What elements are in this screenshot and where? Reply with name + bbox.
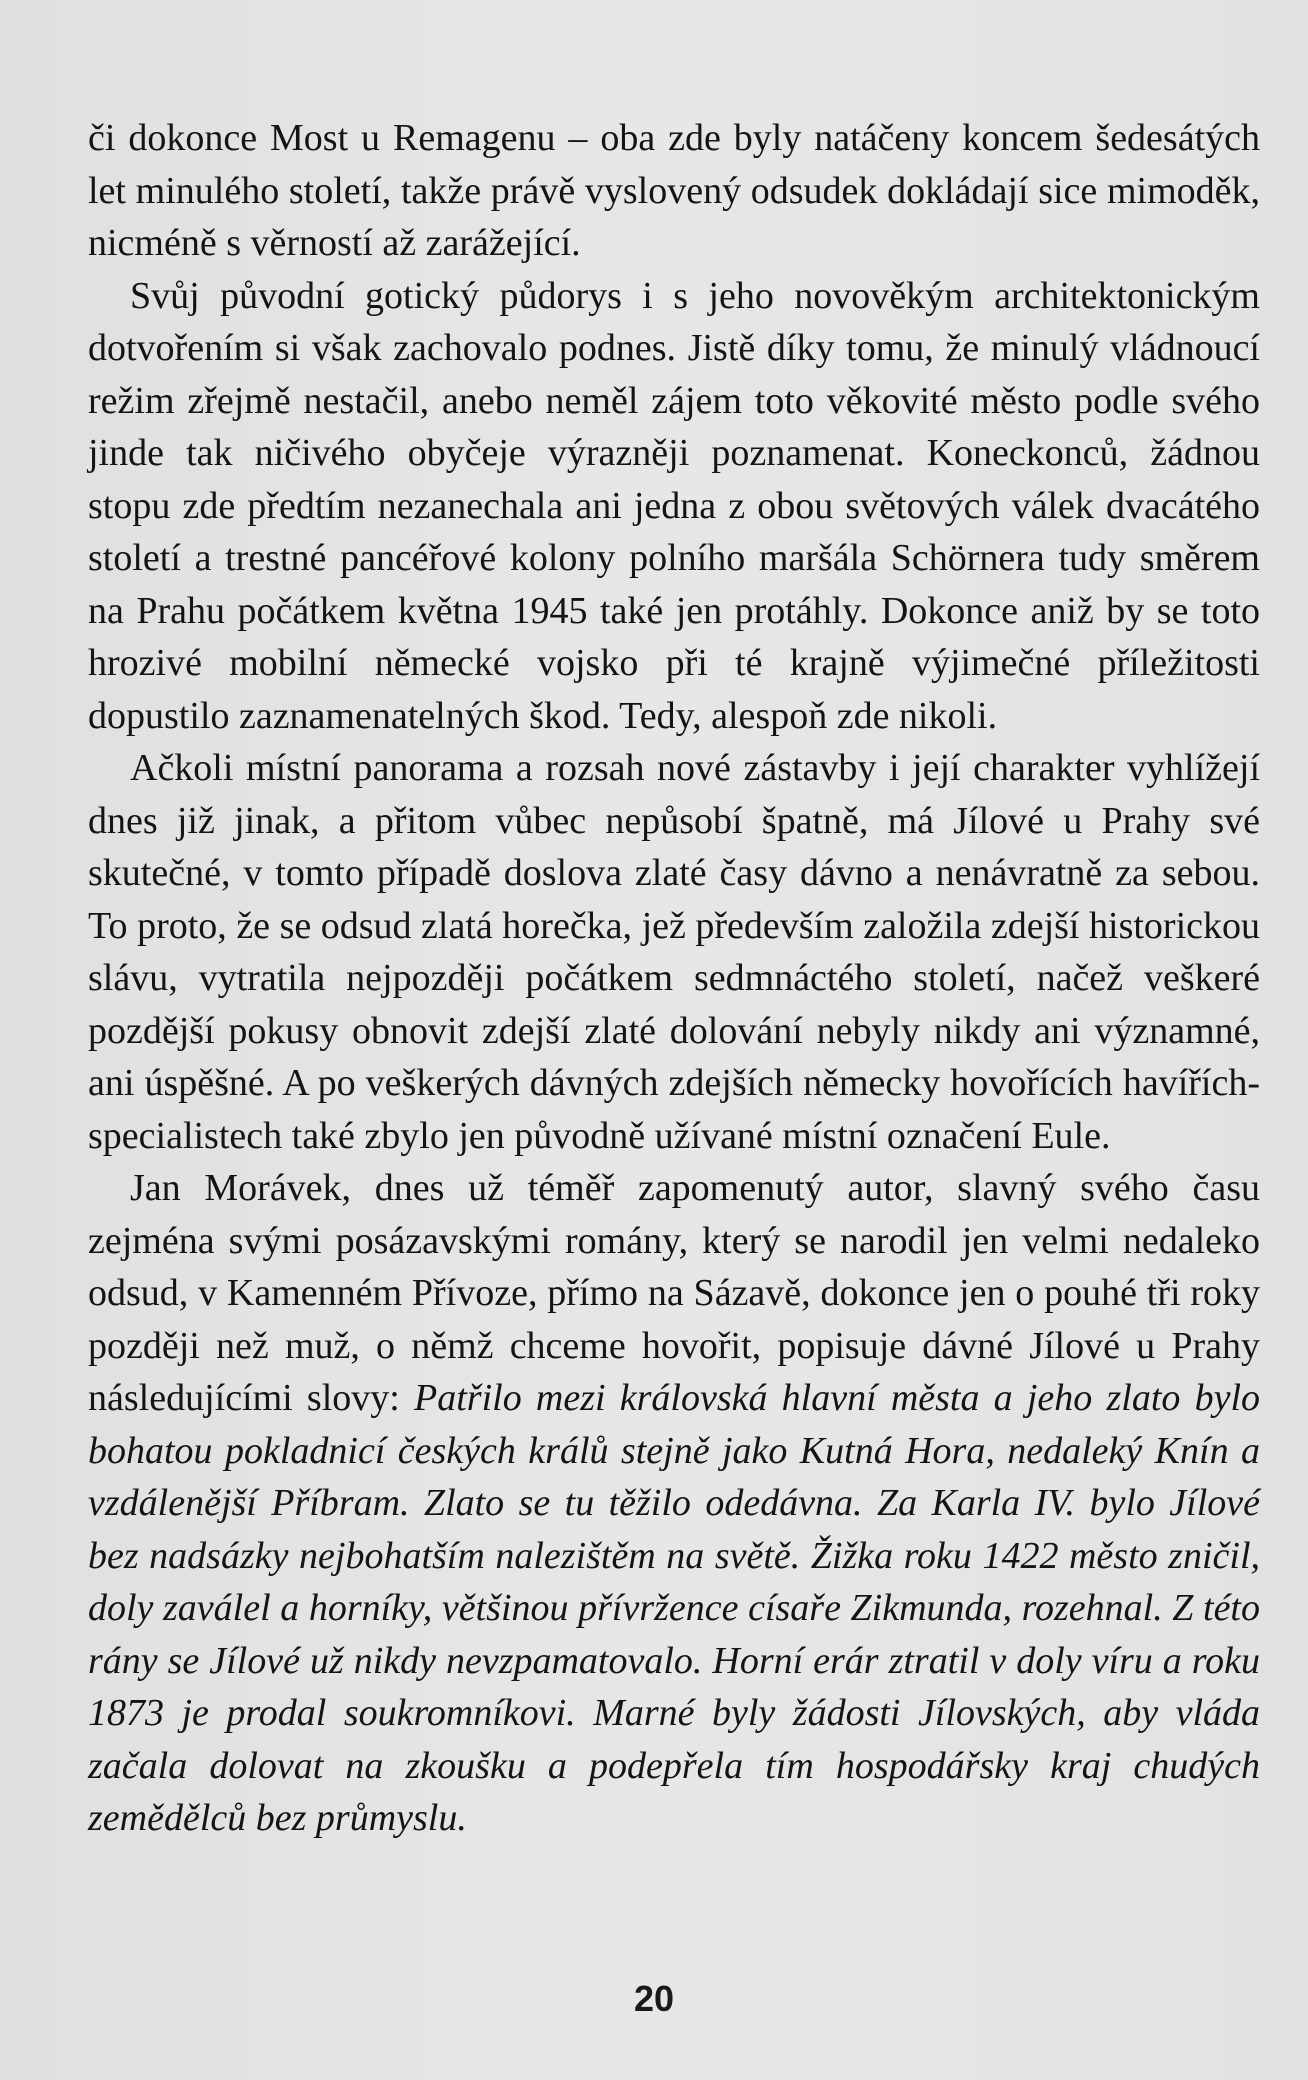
paragraph-1: či dokonce Most u Remagenu – oba zde byly natáčeny koncem šedesátých let minulého století, takže právě vyslovený odsudek dokládají sice mimoděk, nicméně s věrností až zarážející.	[88, 117, 1260, 264]
quotation: Patřilo mezi královská hlavní města a jeho zlato bylo bohatou pokladnicí českých králů stejně jako Kutná Hora, nedaleký Knín a vzdálenější Příbram. Zlato se tu těžilo odedávna. Za Karla IV. bylo Jílové bez nadsázky nejbohatším nalezištěm na světě. Žižka roku 1422 město zničil, doly zaválel a horníky, většinou přívržence císaře Zikmunda, rozehnal. Z této rány se Jílové už nikdy nevzpamatovalo. Horní erár ztratil v doly víru a roku 1873 je prodal soukromníkovi. Marné byly žádosti Jílovských, aby vláda začala dolovat na zkoušku a podepřela tím hospodářsky kraj chudých zemědělců bez průmyslu.	[88, 1377, 1261, 1839]
paragraph-2: Svůj původní gotický půdorys i s jeho novověkým architektonickým dotvořením si však zachovalo podnes. Jistě díky tomu, že minulý vládnoucí režim zřejmě nestačil, anebo neměl zájem toto věkovité město podle svého jinde tak ničivého obyčeje výrazněji poznamenat. Koneckonců, žádnou stopu zde předtím nezanechala ani jedna z obou světových válek dvacátého století a trestné pancéřové kolony polního maršála Schörnera tudy směrem na Prahu počátkem května 1945 také jen protáhly. Dokonce aniž by se toto hrozivé mobilní německé vojsko při té krajně výjimečné příležitosti dopustilo zaznamenatelných škod. Tedy, alespoň zde nikoli.	[88, 274, 1260, 737]
paragraph-4-text: Jan Morávek, dnes už téměř zapomenutý autor, slavný svého času zejména svými posázavskými romány, který se narodil jen velmi nedaleko odsud, v Kamenném Přívoze, přímo na Sázavě, dokonce jen o pouhé tři roky později než muž, o němž chceme hovořit, popisuje dávné Jílové u Prahy následujícími slovy:	[88, 1167, 1260, 1419]
paragraph-4	[88, 1162, 1260, 1845]
body-text	[88, 112, 1260, 1845]
paragraph-3: Ačkoli místní panorama a rozsah nové zástavby i její charakter vyhlížejí dnes již jinak, a přitom vůbec nepůsobí špatně, má Jílové u Prahy své skutečné, v tomto případě doslova zlaté časy dávno a nenávratně za sebou. To proto, že se odsud zlatá horečka, jež především založila zdejší historickou slávu, vytratila nejpozději počátkem sedmnáctého století, načež veškeré pozdější pokusy obnovit zdejší zlaté dolování nebyly nikdy ani významné, ani úspěšné. A po veškerých dávných zdejších německy hovořících havířích-specialistech také zbylo jen původně užívané místní označení Eule.	[88, 747, 1260, 1157]
page-number: 20	[633, 1978, 675, 2019]
